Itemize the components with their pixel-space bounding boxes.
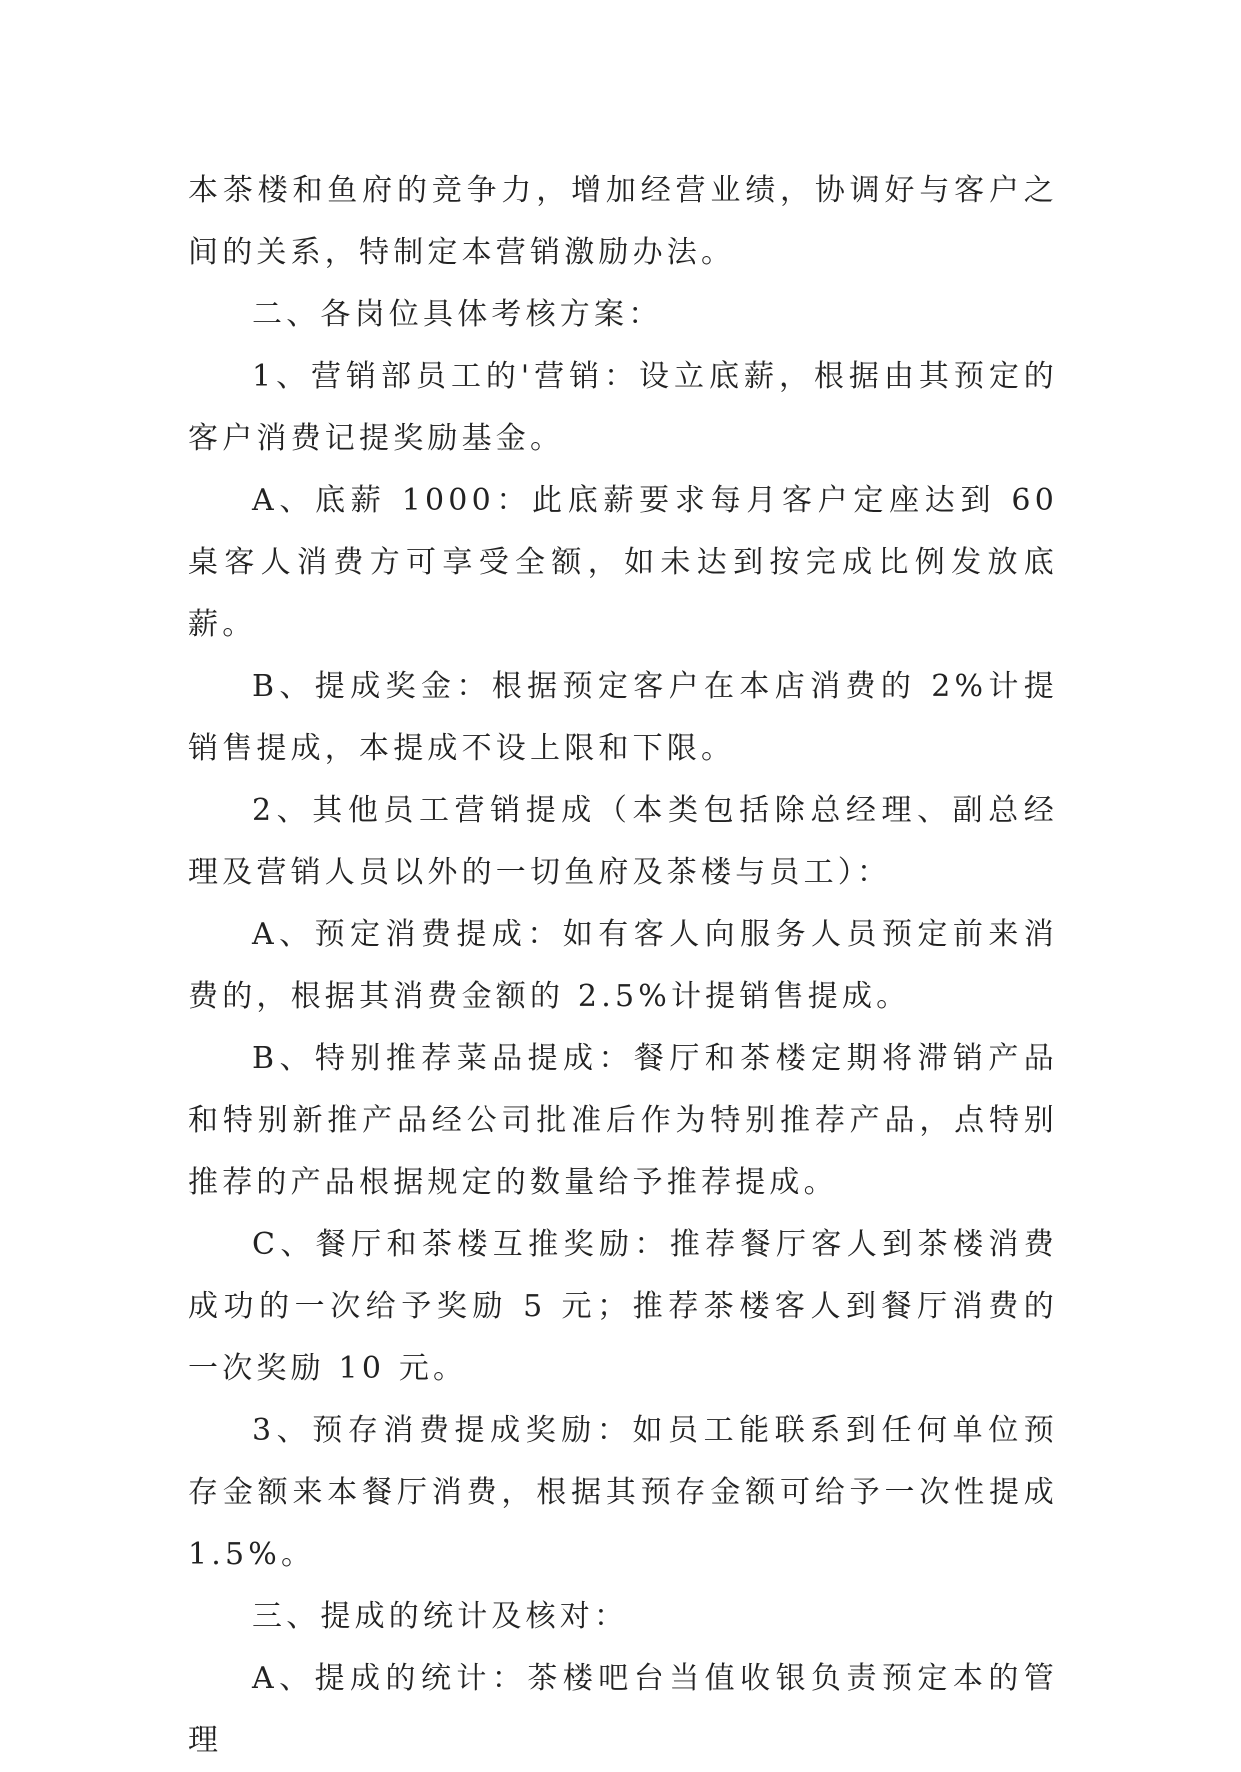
paragraph-prepaid-commission: 3、预存消费提成奖励：如员工能联系到任何单位预存金额来本餐厅消费，根据其预存金额可给予一次性提成 1.5%。	[188, 1413, 1058, 1572]
paragraph-cross-referral-reward: C、餐厅和茶楼互推奖励：推荐餐厅客人到茶楼消费成功的一次给予奖励 5 元；推荐茶楼客人到餐厅消费的一次奖励 10 元。	[188, 1227, 1058, 1386]
paragraph-commission-bonus: B、提成奖金：根据预定客户在本店消费的 2%计提销售提成，本提成不设上限和下限。	[188, 669, 1058, 766]
section-heading-assessment-plan: 二、各岗位具体考核方案：	[252, 297, 663, 332]
paragraph-base-salary: A、底薪 1000：此底薪要求每月客户定座达到 60 桌客人消费方可享受全额，如未达到按完成比例发放底薪。	[188, 483, 1058, 642]
paragraph-other-staff: 2、其他员工营销提成（本类包括除总经理、副总经理及营销人员以外的一切鱼府及茶楼与员工）：	[188, 793, 1058, 890]
paragraph-intro-continuation: 本茶楼和鱼府的竞争力，增加经营业绩，协调好与客户之间的关系，特制定本营销激励办法。	[188, 173, 1058, 270]
section-heading-statistics: 三、提成的统计及核对：	[252, 1599, 629, 1634]
paragraph-reservation-commission: A、预定消费提成：如有客人向服务人员预定前来消费的，根据其消费金额的 2.5%计提销售提成。	[188, 917, 1058, 1014]
paragraph-special-dish-commission: B、特别推荐菜品提成：餐厅和茶楼定期将滞销产品和特别新推产品经公司批准后作为特别推荐产品，点特别推荐的产品根据规定的数量给予推荐提成。	[188, 1041, 1058, 1200]
document-body	[188, 160, 1058, 1772]
paragraph-marketing-staff: 1、营销部员工的'营销：设立底薪，根据由其预定的客户消费记提奖励基金。	[188, 359, 1058, 456]
paragraph-commission-statistics: A、提成的统计：茶楼吧台当值收银负责预定本的管理	[188, 1661, 1058, 1758]
